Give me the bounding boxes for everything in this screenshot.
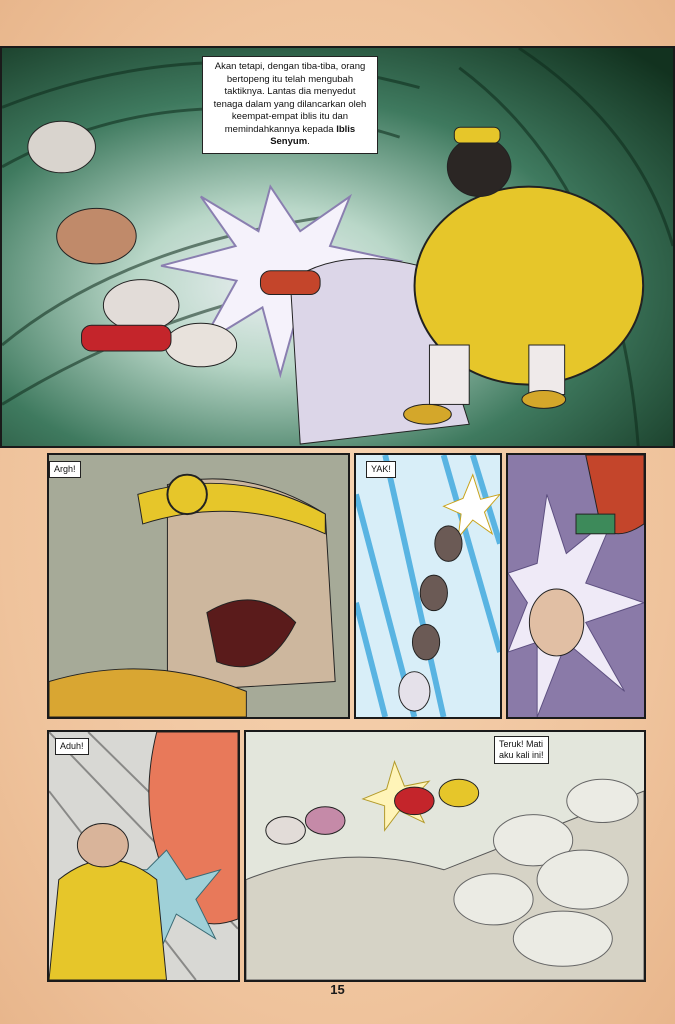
panel-5-aduh: [47, 730, 240, 982]
panel-4-hands-closeup: [506, 453, 646, 719]
caption-end: .: [307, 136, 310, 147]
caption-line-2: bertopeng itu telah mengubah: [226, 73, 354, 85]
caption-line-3: taktiknya. Lantas dia menyedut: [224, 86, 356, 97]
caption-emphasis: Iblis Senyum: [270, 123, 356, 147]
panel-6-art: [246, 732, 644, 980]
panel-3-chain-hit: [354, 453, 502, 719]
caption-line-5: keempat-empat iblis itu dan: [231, 111, 349, 122]
panel-3-art: [356, 455, 500, 717]
teruk-line-1: Teruk! Mati: [499, 739, 544, 749]
teruk-line-2: aku kali ini!: [499, 750, 544, 760]
panel-5-art: [49, 732, 238, 980]
panel-2-face-closeup: [47, 453, 350, 719]
panel-2-art: [49, 455, 348, 717]
panel-6-rocky-slope: [244, 730, 646, 982]
speech-argh: Argh!: [49, 461, 81, 478]
narration-caption: [202, 56, 378, 154]
caption-line-1: Akan tetapi, dengan tiba-tiba, orang: [214, 61, 366, 72]
page-number: 15: [330, 982, 345, 997]
caption-line-6: memindahkannya kepada: [224, 123, 334, 135]
panel-1-energy-transfer: [0, 46, 675, 448]
panel-4-art: [508, 455, 644, 717]
speech-aduh: Aduh!: [55, 738, 89, 755]
speech-yak: YAK!: [366, 461, 396, 478]
caption-line-4: tenaga dalam yang dilancarkan oleh: [213, 98, 367, 110]
speech-teruk: [494, 736, 549, 764]
